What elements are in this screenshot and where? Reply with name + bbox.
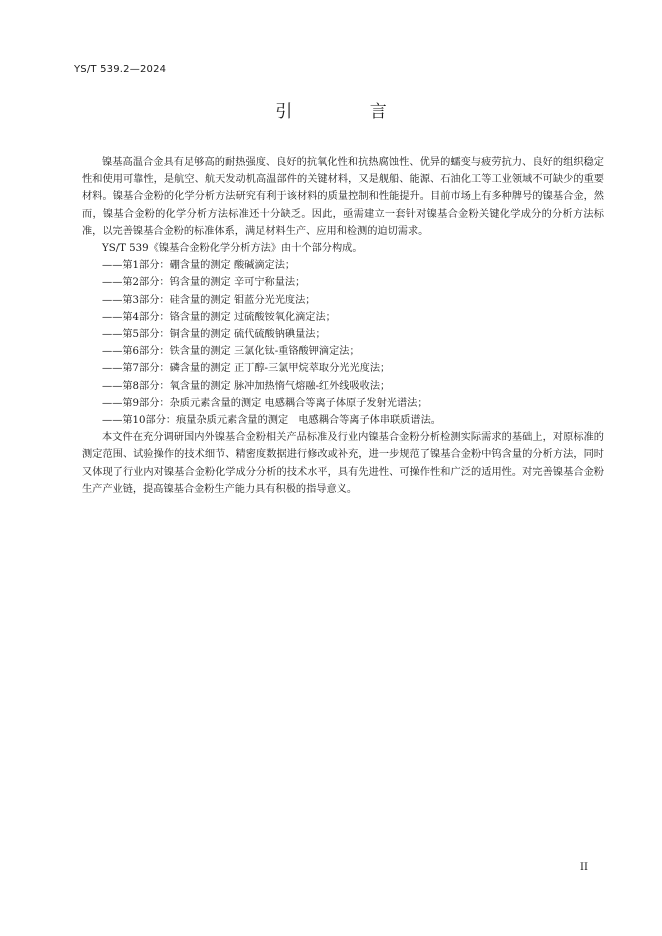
list-item: ——第8部分：氧含量的测定 脉冲加热惰气熔融-红外线吸收法；	[102, 380, 391, 392]
list-item: ——第7部分：磷含量的测定 正丁醇-三氯甲烷萃取分光光度法；	[102, 363, 391, 375]
page-number: II	[580, 862, 588, 873]
list-item: ——第5部分：铜含量的测定 硫代硫酸钠碘量法；	[102, 329, 326, 341]
document-body	[82, 154, 604, 498]
list-item: ——第1部分：硼含量的测定 酸碱滴定法；	[102, 260, 296, 272]
list-item: ——第4部分：铬含量的测定 过硫酸铵氧化滴定法；	[102, 311, 336, 323]
list-item: ——第3部分：硅含量的测定 钼蓝分光光度法；	[102, 294, 316, 306]
parts-list	[82, 257, 604, 429]
page-title: 引 言	[275, 102, 423, 122]
list-item: ——第2部分：钨含量的测定 辛可宁称量法；	[102, 277, 306, 289]
intro-paragraph-3: 本文件在充分调研国内外镍基合金粉相关产品标准及行业内镍基合金粉分析检测实际需求的基础上，对原标准的测定范围、试验操作的技术细节、精密度数据进行修改或补充，进一步规范了镍基合金粉中钨含量的分析方法，同时又体现了行业内对镍基合金粉化学成分分析的技术水平，具有先进性、可操作性和广泛的适用性。对完善镍基合金粉生产产业链，提高镍基合金粉生产能力具有积极的指导意义。	[82, 432, 604, 495]
list-item: ——第10部分：痕量杂质元素含量的测定 电感耦合等离子体串联质谱法。	[102, 415, 441, 427]
list-item: ——第9部分：杂质元素含量的测定 电感耦合等离子体原子发射光谱法；	[102, 397, 428, 409]
intro-paragraph-2: YS/T 539《镍基合金粉化学分析方法》由十个部分构成。	[102, 243, 363, 255]
standard-code: YS/T 539.2—2024	[74, 64, 167, 75]
intro-paragraph-1: 镍基高温合金具有足够高的耐热强度、良好的抗氧化性和抗热腐蚀性、优异的蠕变与疲劳抗力、良好的组织稳定性和使用可靠性，是航空、航天发动机高温部件的关键材料，又是舰船、能源、石油化工等工业领域不可缺少的重要材料。镍基合金粉的化学分析方法研究有利于该材料的质量控制和性能提升。目前市场上有多种牌号的镍基合金，然而，镍基合金粉的化学分析方法标准还十分缺乏。因此，亟需建立一套针对镍基合金粉关键化学成分的分析方法标准，以完善镍基合金粉的标准体系，满足材料生产、应用和检测的迫切需求。	[82, 157, 604, 237]
list-item: ——第6部分：铁含量的测定 三氯化钛-重铬酸钾滴定法；	[102, 346, 360, 358]
